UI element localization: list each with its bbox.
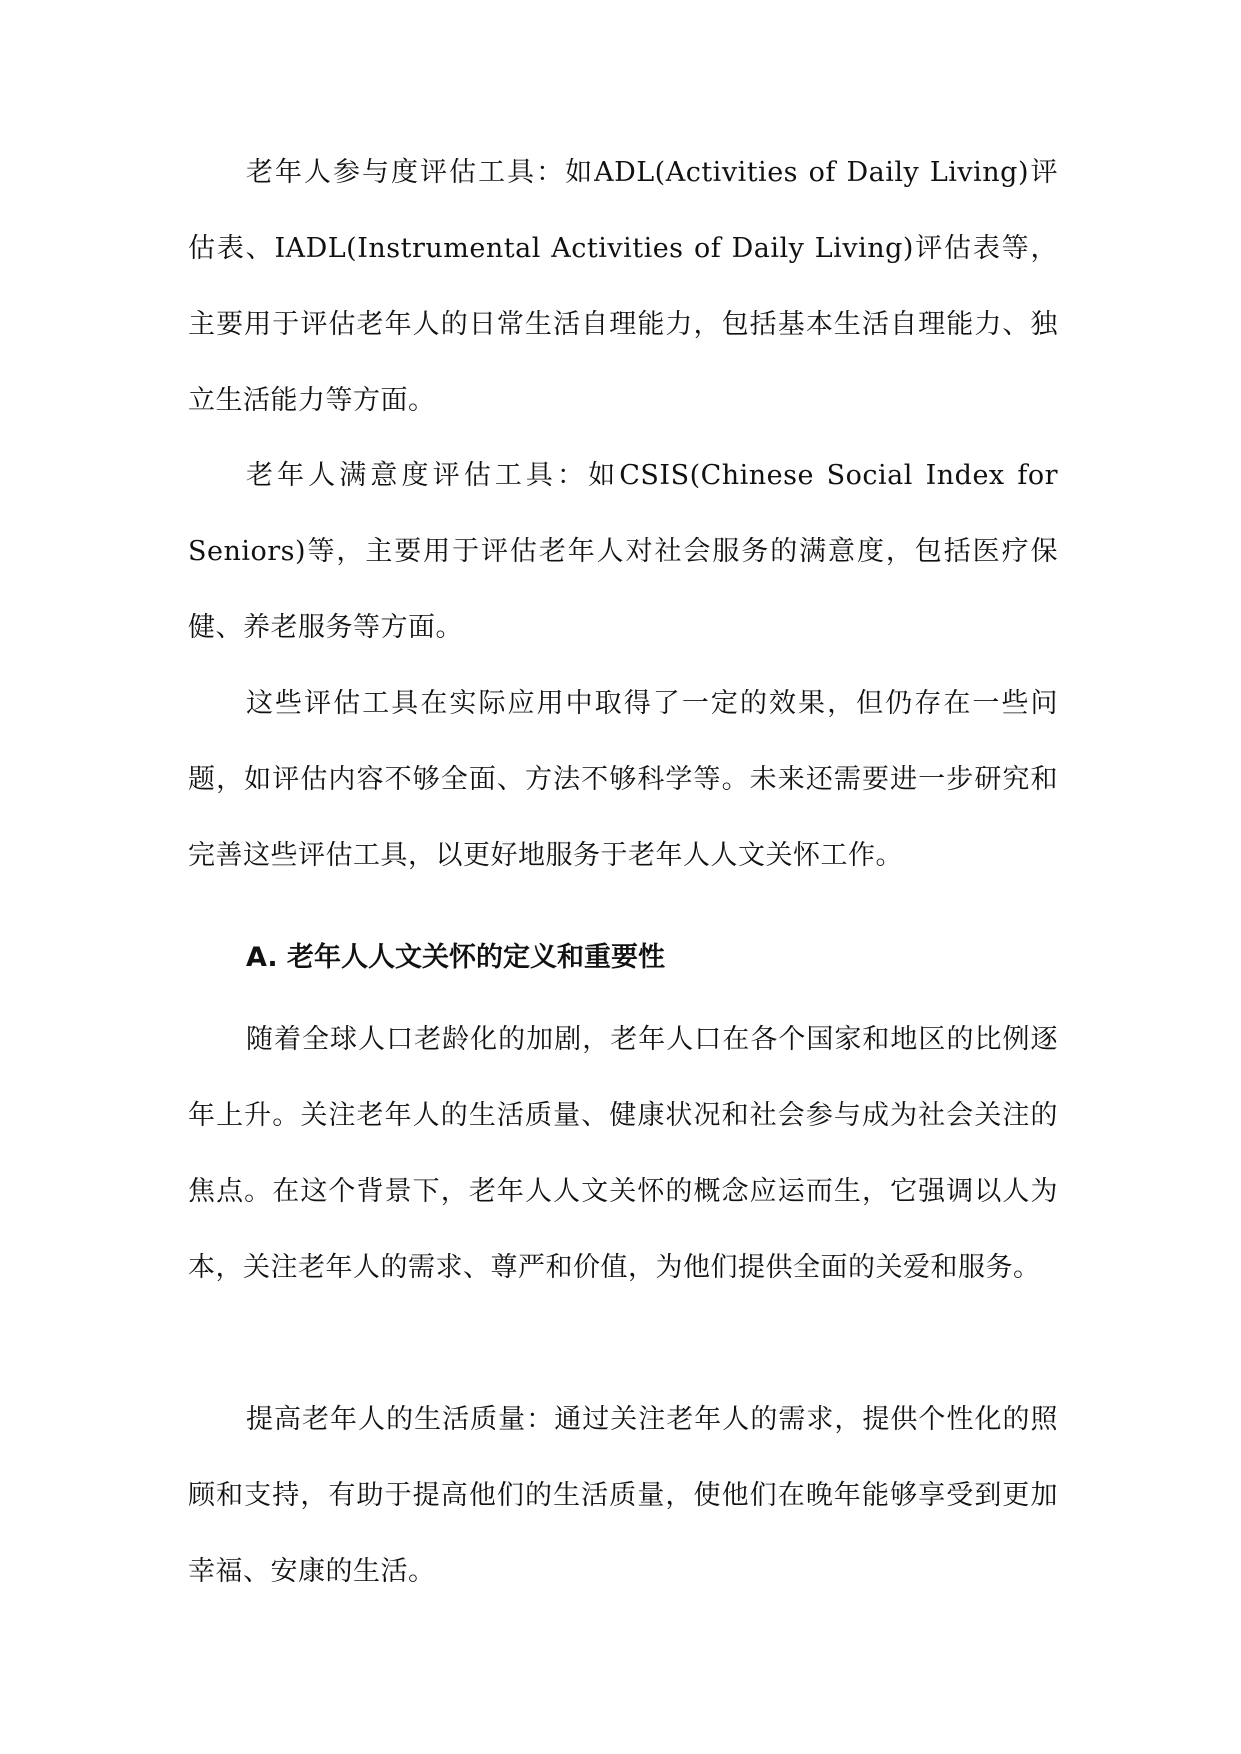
paragraph-quality-of-life: 提高老年人的生活质量：通过关注老年人的需求，提供个性化的照顾和支持，有助于提高他们的生活质量，使他们在晚年能够享受到更加幸福、安康的生活。 — [188, 1404, 1058, 1587]
paragraph-csis-tool: 老年人满意度评估工具：如CSIS(Chinese Social Index for Seniors)等，主要用于评估老年人对社会服务的满意度，包括医疗保健、养老服务等方面。 — [188, 460, 1058, 643]
section-heading: A. 老年人人文关怀的定义和重要性 — [246, 942, 666, 973]
paragraph-adl-iadl-tools: 老年人参与度评估工具：如ADL(Activities of Daily Living)评估表、IADL(Instrumental Activities of Daily Living)评估表等，主要用于评估老年人的日常生活自理能力，包括基本生活自理能力、独立生活能力等方面。 — [188, 157, 1058, 416]
paragraph-aging-background: 随着全球人口老龄化的加剧，老年人口在各个国家和地区的比例逐年上升。关注老年人的生活质量、健康状况和社会参与成为社会关注的焦点。在这个背景下，老年人人文关怀的概念应运而生，它强调以人为本，关注老年人的需求、尊严和价值，为他们提供全面的关爱和服务。 — [188, 1024, 1058, 1283]
paragraph-tools-evaluation: 这些评估工具在实际应用中取得了一定的效果，但仍存在一些问题，如评估内容不够全面、方法不够科学等。未来还需要进一步研究和完善这些评估工具，以更好地服务于老年人人文关怀工作。 — [188, 688, 1058, 871]
